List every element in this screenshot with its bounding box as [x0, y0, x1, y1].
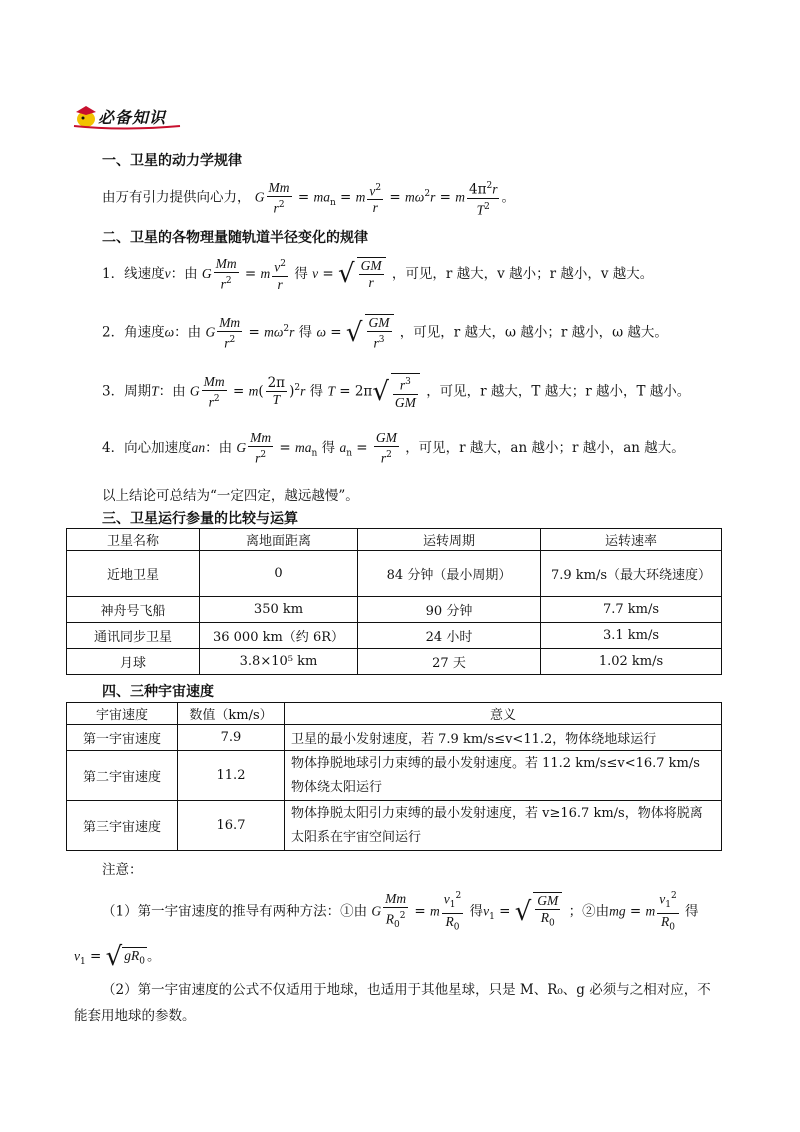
- section4-heading: 四、三种宇宙速度: [102, 684, 214, 700]
- section3-heading: 三、卫星运行参量的比较与运算: [102, 511, 298, 527]
- table-row: [67, 649, 722, 675]
- table-cell: 36 000 km（约 6R）: [200, 623, 358, 649]
- section1-formula: 由万有引力提供向心力， G $\frac{Mm}{r^2}$ = $ma_n = m$ $\frac{v^2}{r}$ = $m\omega^2r = m$ $\frac{4\pi^2r}{T^2}$ 。: [102, 179, 515, 217]
- table-cell: 350 km: [200, 597, 358, 623]
- banner-title: 必备知识: [98, 108, 167, 127]
- table-cell: 0: [200, 551, 358, 597]
- notes-title: 注意：: [102, 862, 143, 878]
- table-cell: 月球: [67, 649, 200, 675]
- table-cell: 24 小时: [358, 623, 541, 649]
- table-cell: 7.9: [178, 725, 285, 751]
- table-cell: 近地卫星: [67, 551, 200, 597]
- table-row: [67, 751, 722, 801]
- item2-angular-velocity: 2．角速度ω：由 G $\frac{Mm}{r^2}$ = $m\omega^2r$ 得 ω = √ $\frac{GM}{r^3}$ ，可见，r 越大，ω 越小；r 越小，ω 越大。: [102, 314, 668, 351]
- table-header-row: [67, 703, 722, 725]
- table-row: [67, 801, 722, 851]
- table-cell: 第一宇宙速度: [67, 725, 178, 751]
- cosmic-velocity-table: [66, 702, 722, 851]
- table-cell: 7.9 km/s（最大环绕速度）: [541, 551, 722, 597]
- table-header-cell: 运转速率: [541, 529, 722, 551]
- table-cell: 90 分钟: [358, 597, 541, 623]
- table-header-row: [67, 529, 722, 551]
- table-cell: 16.7: [178, 801, 285, 851]
- item4-centripetal-acceleration: 4．向心加速度an：由 G $\frac{Mm}{r^2}$ = $ma_n$ 得 $a_n$ = $\frac{GM}{r^2}$ ，可见，r 越大，an 越小；r 越小，an 越大。: [102, 430, 685, 466]
- table-cell: 物体挣脱太阳引力束缚的最小发射速度，若 v≥16.7 km/s，物体将脱离太阳系在宇宙空间运行: [285, 801, 722, 851]
- table-cell: 3.1 km/s: [541, 623, 722, 649]
- table-cell: 84 分钟（最小周期）: [358, 551, 541, 597]
- table-row: [67, 725, 722, 751]
- satellite-params-table: [66, 528, 722, 675]
- table-cell: 神舟号飞船: [67, 597, 200, 623]
- note1-line1: （1）第一宇宙速度的推导有两种方法：①由 G $\frac{Mm}{R_0^2}$ = m $\frac{v_1^2}{R_0}$ 得$v_1$ = √ $\frac{GM}{R_0}$ ；②由mg = m $\frac{v_1^2}{R_0}$ 得: [102, 888, 699, 936]
- item3-period: 3．周期T：由 G $\frac{Mm}{r^2}$ = m( $\frac{2\pi}{T}$ )$^2$r 得 T = 2π √ $\frac{r^3}{GM}$ ，可见，r 越大，T 越大；r 越小，T 越小。: [102, 373, 691, 410]
- table-row: [67, 551, 722, 597]
- table-header-cell: 数值（km/s）: [178, 703, 285, 725]
- note2: （2）第一宇宙速度的公式不仅适用于地球，也适用于其他星球，只是 M、R₀、g 必须与之相对应，不能套用地球的参数。: [74, 982, 711, 1024]
- table-cell: 27 天: [358, 649, 541, 675]
- table-cell: 物体挣脱地球引力束缚的最小发射速度。若 11.2 km/s≤v<16.7 km/s 物体绕太阳运行: [285, 751, 722, 801]
- table-cell: 卫星的最小发射速度，若 7.9 km/s≤v<11.2，物体绕地球运行: [285, 725, 722, 751]
- table-header-cell: 运转周期: [358, 529, 541, 551]
- section2-heading: 二、卫星的各物理量随轨道半径变化的规律: [102, 230, 368, 246]
- table-cell: 1.02 km/s: [541, 649, 722, 675]
- table-header-cell: 宇宙速度: [67, 703, 178, 725]
- table-cell: 3.8×10⁵ km: [200, 649, 358, 675]
- section2-summary: 以上结论可总结为“一定四定，越远越慢”。: [102, 488, 359, 504]
- section1-heading: 一、卫星的动力学规律: [102, 153, 242, 169]
- table-row: [67, 597, 722, 623]
- table-row: [67, 623, 722, 649]
- table-cell: 7.7 km/s: [541, 597, 722, 623]
- table-header-cell: 离地面距离: [200, 529, 358, 551]
- table-header-cell: 意义: [285, 703, 722, 725]
- table-cell: 第三宇宙速度: [67, 801, 178, 851]
- table-cell: 第二宇宙速度: [67, 751, 178, 801]
- note1-line2: $v_1$ = √ $gR_0$ 。: [74, 942, 161, 972]
- table-header-cell: 卫星名称: [67, 529, 200, 551]
- item1-linear-velocity: 1．线速度v：由 G $\frac{Mm}{r^2}$ = m $\frac{v^2}{r}$ 得 v = √ $\frac{GM}{r}$ ，可见，r 越大，v 越小；r 越小，v 越大。: [102, 256, 654, 292]
- table-cell: 11.2: [178, 751, 285, 801]
- table-cell: 通讯同步卫星: [67, 623, 200, 649]
